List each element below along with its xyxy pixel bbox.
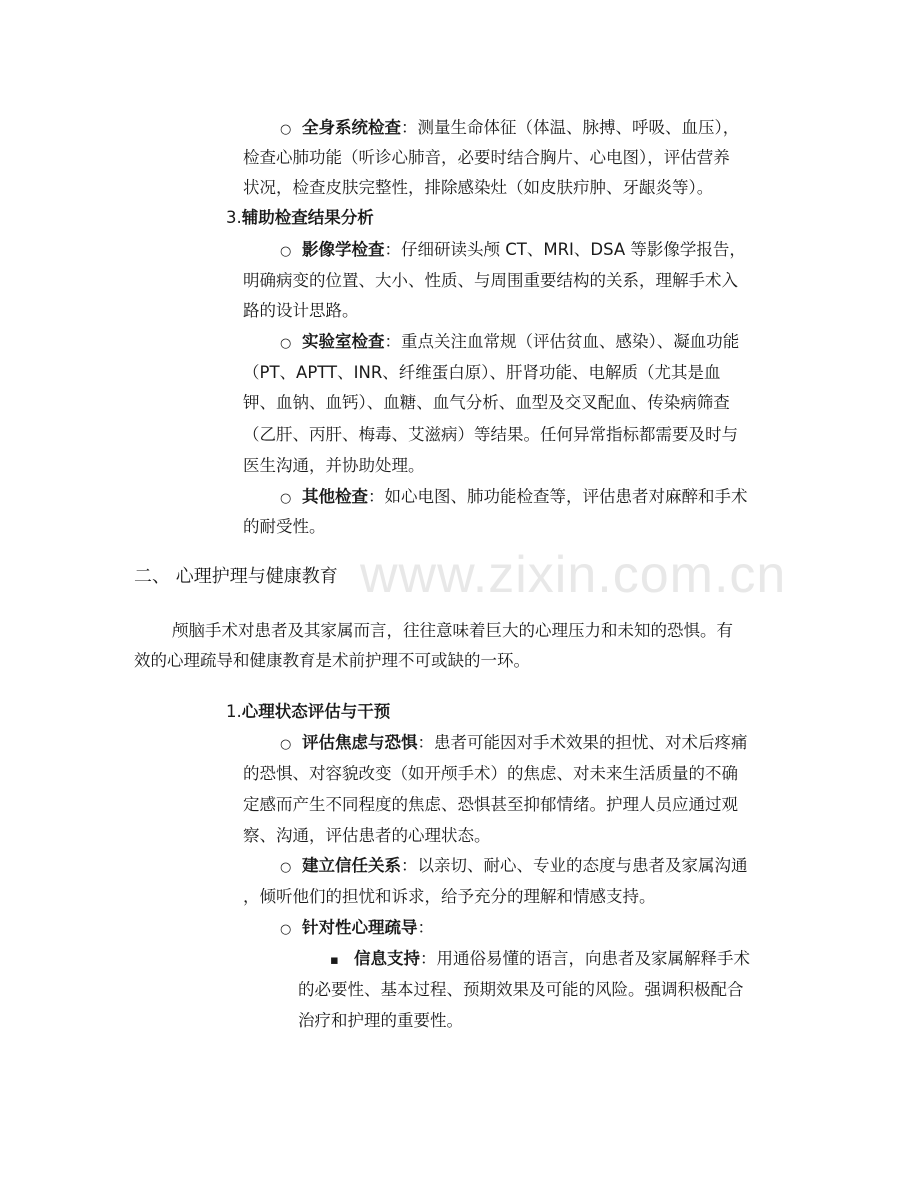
item-heading: 实验室检查 bbox=[302, 332, 385, 351]
numbered-heading-3 bbox=[226, 203, 374, 233]
numbered-heading-text: 心理状态评估与干预 bbox=[241, 702, 391, 721]
square-bullet-icon: ▪ bbox=[330, 953, 339, 968]
bullet-item-anxiety bbox=[280, 728, 748, 758]
item-heading: 针对性心理疏导 bbox=[302, 918, 418, 937]
text-line: 的恐惧、对容貌改变（如开颅手术）的焦虑、对未来生活质量的不确 bbox=[243, 764, 738, 783]
item-text: ：如心电图、肺功能检查等，评估患者对麻醉和手术 bbox=[368, 487, 748, 506]
text-line: （PT、APTT、INR、纤维蛋白原）、肝肾功能、电解质（尤其是血 bbox=[243, 363, 721, 382]
list-number: 3. bbox=[226, 208, 242, 227]
circle-bullet-icon: ○ bbox=[280, 336, 292, 351]
text-line: 的必要性、基本过程、预期效果及可能的风险。强调积极配合 bbox=[298, 980, 744, 999]
text-line: 定感而产生不同程度的焦虑、恐惧甚至抑郁情绪。护理人员应通过观 bbox=[243, 795, 738, 814]
sub-bullet-info-support bbox=[330, 944, 750, 974]
bullet-item-imaging bbox=[280, 235, 746, 265]
circle-bullet-icon: ○ bbox=[280, 122, 292, 137]
text-line: （乙肝、丙肝、梅毒、艾滋病）等结果。任何异常指标都需要及时与 bbox=[243, 425, 738, 444]
numbered-heading-1 bbox=[226, 697, 390, 727]
circle-bullet-icon: ○ bbox=[280, 491, 292, 506]
circle-bullet-icon: ○ bbox=[280, 860, 292, 875]
circle-bullet-icon: ○ bbox=[280, 244, 292, 259]
item-text: ：用通俗易懂的语言，向患者及家属解释手术 bbox=[420, 949, 750, 968]
section-heading: 二、 心理护理与健康教育 bbox=[134, 566, 338, 587]
bullet-item-lab bbox=[280, 327, 739, 357]
circle-bullet-icon: ○ bbox=[280, 922, 292, 937]
item-heading: 其他检查 bbox=[302, 487, 368, 506]
item-text: ：重点关注血常规（评估贫血、感染）、凝血功能 bbox=[384, 332, 740, 351]
item-text: ： bbox=[417, 918, 434, 937]
item-heading: 建立信任关系 bbox=[302, 856, 401, 875]
bullet-item-trust bbox=[280, 851, 748, 881]
text-line: 状况，检查皮肤完整性，排除感染灶（如皮肤疖肿、牙龈炎等）。 bbox=[243, 178, 714, 197]
item-heading: 影像学检查 bbox=[302, 240, 385, 259]
text-line: 检查心肺功能（听诊心肺音，必要时结合胸片、心电图），评估营养 bbox=[243, 148, 730, 167]
text-line: 路的设计思路。 bbox=[243, 301, 359, 320]
bullet-item-counseling bbox=[280, 913, 434, 943]
text-line: 的耐受性。 bbox=[243, 517, 326, 536]
bullet-item-other bbox=[280, 482, 748, 512]
paragraph-line: 颅脑手术对患者及其家属而言，往往意味着巨大的心理压力和未知的恐惧。有 bbox=[172, 621, 733, 640]
item-text: ：仔细研读头颅 CT、MRI、DSA 等影像学报告， bbox=[384, 240, 746, 259]
item-text: ：患者可能因对手术效果的担忧、对术后疼痛 bbox=[417, 733, 748, 752]
item-text: ：测量生命体征（体温、脉搏、呼吸、血压）， bbox=[401, 118, 740, 137]
watermark: www.zixin.com.cn bbox=[360, 546, 787, 604]
list-number: 1. bbox=[226, 702, 242, 721]
circle-bullet-icon: ○ bbox=[280, 737, 292, 752]
item-heading: 信息支持 bbox=[354, 949, 420, 968]
item-text: ：以亲切、耐心、专业的态度与患者及家属沟通 bbox=[401, 856, 748, 875]
text-line: 治疗和护理的重要性。 bbox=[298, 1011, 463, 1030]
item-heading: 全身系统检查 bbox=[302, 118, 401, 137]
item-heading: 评估焦虑与恐惧 bbox=[302, 733, 418, 752]
numbered-heading-text: 辅助检查结果分析 bbox=[241, 208, 374, 227]
bullet-item-general-exam bbox=[280, 113, 739, 143]
text-line: ，倾听他们的担忧和诉求，给予充分的理解和情感支持。 bbox=[243, 887, 656, 906]
text-line: 察、沟通，评估患者的心理状态。 bbox=[243, 826, 491, 845]
paragraph-line: 效的心理疏导和健康教育是术前护理不可或缺的一环。 bbox=[134, 651, 530, 670]
text-line: 钾、血钠、血钙）、血糖、血气分析、血型及交叉配血、传染病筛查 bbox=[243, 393, 730, 412]
text-line: 明确病变的位置、大小、性质、与周围重要结构的关系，理解手术入 bbox=[243, 271, 738, 290]
text-line: 医生沟通，并协助处理。 bbox=[243, 456, 425, 475]
